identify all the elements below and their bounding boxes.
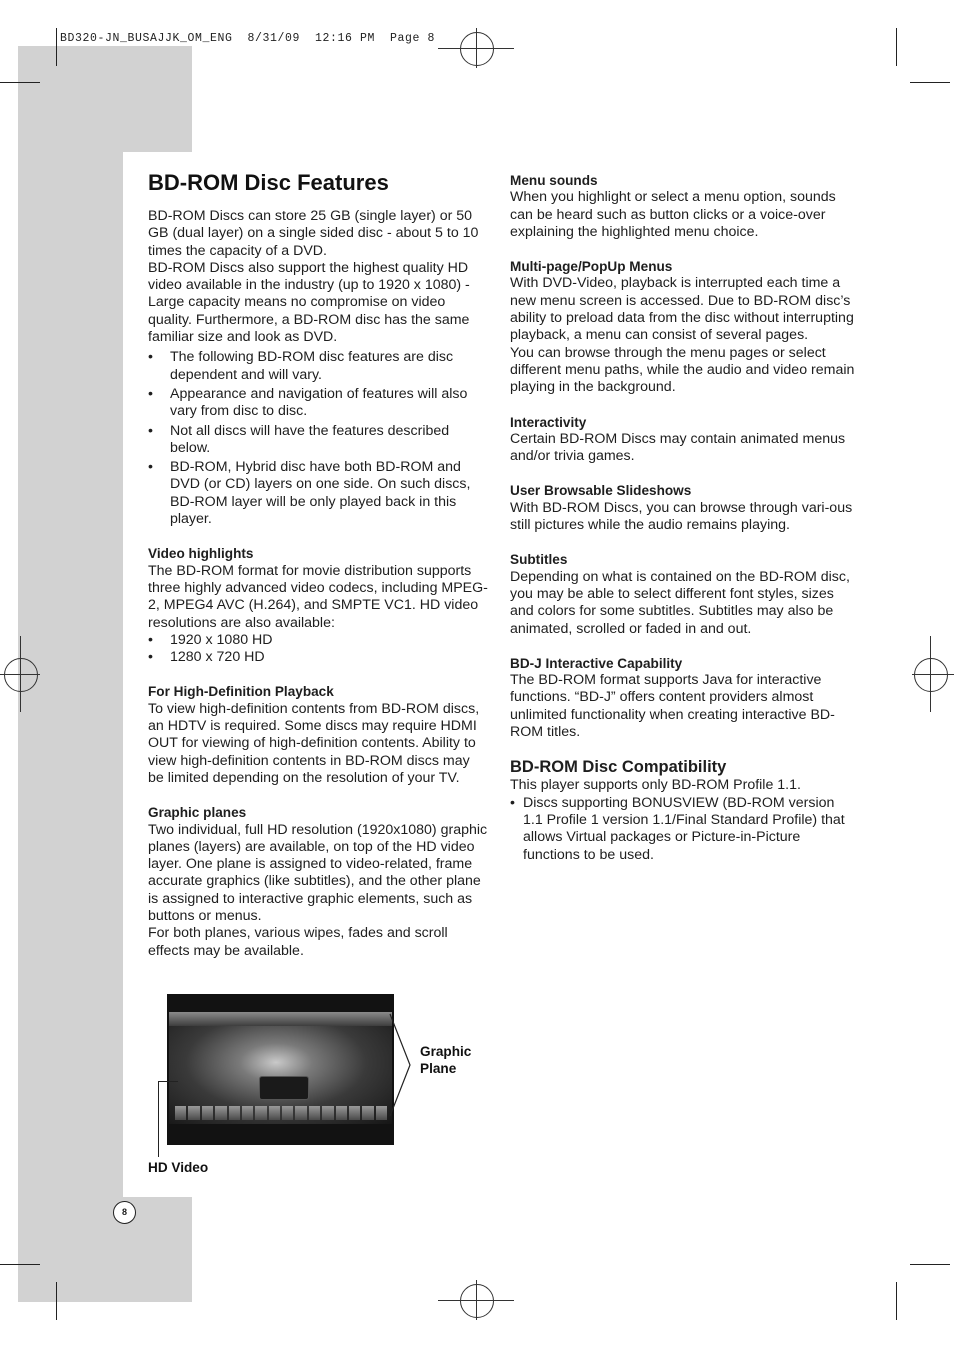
list-item: • Discs supporting BONUSVIEW (BD-ROM version 1.1 Profile 1 version 1.1/Final Standard Profile) that allows Virtual packages or Picture-in-Picture functions to be used. bbox=[510, 795, 855, 864]
section-body: The BD-ROM format for movie distribution supports three highly advanced video codecs, including MPEG-2, MPEG4 AVC (H.264), and SMPTE VC1. HD video resolutions are also available: bbox=[148, 562, 488, 631]
crop-mark bbox=[0, 1264, 40, 1265]
menu-screenshot-figure bbox=[167, 994, 394, 1145]
section-body: For both planes, various wipes, fades and scroll effects may be available. bbox=[148, 925, 448, 959]
crop-mark bbox=[910, 82, 950, 83]
list-item: • Not all discs will have the features described below. bbox=[148, 423, 488, 458]
hd-video-leader-vertical bbox=[158, 1081, 159, 1157]
list-item: • 1280 x 720 HD bbox=[148, 649, 488, 666]
list-item: • 1920 x 1080 HD bbox=[148, 632, 488, 649]
section-heading: Menu sounds bbox=[510, 173, 598, 188]
page-title: BD-ROM Disc Features bbox=[148, 170, 389, 195]
page-side-band bbox=[18, 46, 192, 152]
crop-mark bbox=[56, 28, 57, 66]
crop-mark bbox=[910, 1264, 950, 1265]
crop-mark bbox=[896, 1282, 897, 1320]
section-body: Depending on what is contained on the BD-ROM disc, you may be able to select different font styles, sizes and colors for some subtitles. Subtitles may also be animated, scrolled or faded in and out. bbox=[510, 568, 850, 637]
section-heading: For High-Definition Playback bbox=[148, 684, 334, 700]
list-item: • Appearance and navigation of features will also vary from disc to disc. bbox=[148, 386, 488, 421]
subsection-title: BD-ROM Disc Compatibility bbox=[510, 758, 727, 777]
graphic-plane-label: Graphic Plane bbox=[420, 1044, 472, 1076]
crop-mark bbox=[56, 1282, 57, 1320]
graphic-plane-popup bbox=[259, 1076, 309, 1100]
hd-video-label: HD Video bbox=[148, 1160, 209, 1175]
section-heading: Interactivity bbox=[510, 414, 587, 430]
resolution-list bbox=[148, 632, 488, 667]
right-column bbox=[510, 172, 855, 864]
section-body: You can browse through the menu pages or select different menu paths, while the audio and video remain playing in the background. bbox=[510, 344, 855, 396]
section-heading: Subtitles bbox=[510, 552, 568, 568]
compat-list bbox=[510, 795, 855, 864]
section-body: The BD-ROM format supports Java for interactive functions. “BD-J” offers content providers almost unlimited functionality when creating interactive BD-ROM titles. bbox=[510, 672, 835, 741]
crop-mark bbox=[0, 82, 40, 83]
graphic-plane-thumbnails bbox=[175, 1106, 387, 1120]
section-heading: User Browsable Slideshows bbox=[510, 483, 692, 499]
graphic-plane-menu-bar bbox=[169, 1012, 392, 1026]
section-heading: Multi-page/PopUp Menus bbox=[510, 259, 673, 275]
feature-notes-list bbox=[148, 349, 488, 528]
section-body: When you highlight or select a menu option, sounds can be heard such as button clicks or a voice-over explaining the highlighted menu choice. bbox=[510, 189, 836, 240]
section-body: Two individual, full HD resolution (1920x1080) graphic planes (layers) are available, on top of the HD video layer. One plane is assigned to video-related, frame accurate graphics (like subtitles), and the other plane is assigned to interactive graphic elements, such as buttons or menus. bbox=[148, 821, 488, 924]
section-body: This player supports only BD-ROM Profile 1.1. bbox=[510, 777, 801, 794]
section-body: With BD-ROM Discs, you can browse through vari-ous still pictures while the audio remains playing. bbox=[510, 499, 853, 534]
section-body: To view high-definition contents from BD-ROM discs, an HDTV is required. Some discs may require HDMI OUT for viewing of high-definition contents. Ability to view high-definition contents in BD-ROM discs may be limited depending on the resolution of your TV. bbox=[148, 700, 480, 786]
hd-video-leader-horizontal bbox=[158, 1081, 178, 1082]
page-side-band-lower bbox=[18, 152, 123, 1302]
graphic-plane-bracket bbox=[388, 1010, 418, 1120]
hd-video-layer bbox=[169, 1012, 392, 1124]
print-slug: BD320-JN_BUSAJJK_OM_ENG 8/31/09 12:16 PM Page 8 bbox=[60, 32, 436, 45]
left-column bbox=[148, 208, 488, 960]
section-body: With DVD-Video, playback is interrupted each time a new menu screen is accessed. Due to BD-ROM disc’s ability to preload data from the disc without interrupting playback, a menu can consist of several pages. bbox=[510, 275, 854, 344]
section-heading: Graphic planes bbox=[148, 805, 247, 821]
page-number: 8 bbox=[113, 1201, 136, 1224]
list-item: • The following BD-ROM disc features are disc dependent and will vary. bbox=[148, 349, 488, 384]
section-heading: BD-J Interactive Capability bbox=[510, 655, 683, 671]
section-body: Certain BD-ROM Discs may contain animated menus and/or trivia games. bbox=[510, 430, 846, 465]
section-heading: Video highlights bbox=[148, 546, 254, 562]
crop-mark bbox=[896, 28, 897, 66]
intro-paragraph: BD-ROM Discs can store 25 GB (single layer) or 50 GB (dual layer) on a single sided disc - about 5 to 10 times the capacity of a DVD. bbox=[148, 208, 479, 259]
list-item: • BD-ROM, Hybrid disc have both BD-ROM and DVD (or CD) layers on one side. On such discs, BD-ROM layer will be only played back in this player. bbox=[148, 459, 488, 528]
intro-paragraph: BD-ROM Discs also support the highest quality HD video available in the industry (up to 1920 x 1080) - Large capacity means no compromise on video quality. Furthermore, a BD-ROM disc has the same familiar size and look as DVD. bbox=[148, 259, 470, 346]
